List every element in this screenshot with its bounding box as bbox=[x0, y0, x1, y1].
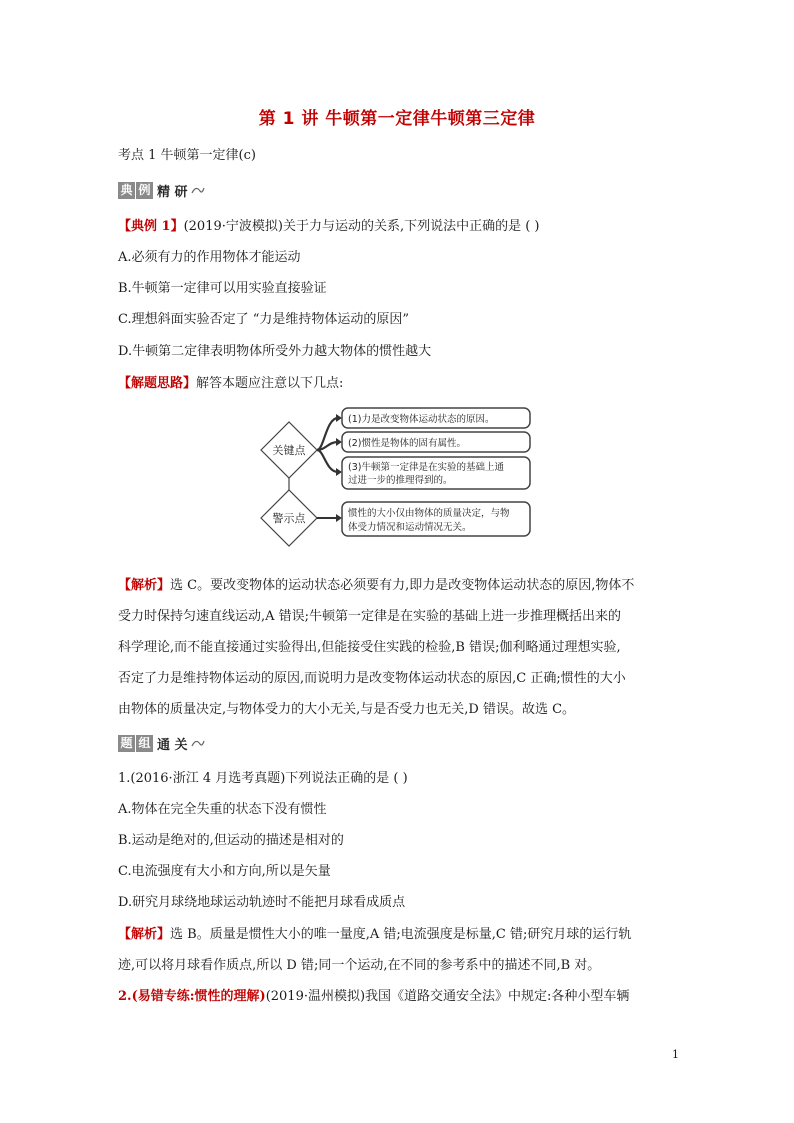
option-b: B.牛顿第一定律可以用实验直接验证 bbox=[118, 281, 327, 296]
q1-option-a: A.物体在完全失重的状态下没有惯性 bbox=[118, 802, 327, 817]
question-2-text: (2019·温州模拟)我国《道路交通安全法》中规定:各种小型车辆 bbox=[265, 989, 630, 1004]
analysis-1-line: 由物体的质量决定,与物体受力的大小无关,与是否受力也无关,D 错误。故选 C。 bbox=[118, 702, 576, 717]
analysis-2-line bbox=[118, 919, 678, 950]
option-a: A.必须有力的作用物体才能运动 bbox=[118, 250, 301, 265]
page-title: 第 1 讲 牛顿第一定律牛顿第三定律 bbox=[258, 109, 536, 129]
analysis-1-tag: 【解析】 bbox=[118, 578, 171, 593]
thinking-text: 解答本题应注意以下几点: bbox=[196, 376, 344, 391]
example-tag: 【典例 1】 bbox=[118, 219, 184, 234]
analysis-2-text: 选 B。质量是惯性大小的唯一量度,A 错;电流强度是标量,C 错;研究月球的运行轨 bbox=[170, 927, 632, 942]
swirl-icon bbox=[191, 738, 205, 748]
thinking-tag: 【解题思路】 bbox=[118, 376, 197, 391]
section-char-2: 组 bbox=[136, 735, 153, 752]
q1-option-b: B.运动是绝对的,但运动的描述是相对的 bbox=[118, 833, 344, 848]
analysis-1-line: 科学理论,而不能直接通过实验得出,但能接受住实践的检验,B 错误;伽利略通过理想实验, bbox=[118, 640, 621, 655]
analysis-1-line: 否定了力是维持物体运动的原因,而说明力是改变物体运动状态的原因,C 正确;惯性的大小 bbox=[118, 671, 626, 686]
key-point-1: (1)力是改变物体运动状态的原因。 bbox=[348, 414, 495, 425]
question-2-label: 2.(易错专练:惯性的理解) bbox=[118, 989, 266, 1004]
q1-option-d: D.研究月球绕地球运动轨迹时不能把月球看成质点 bbox=[118, 895, 406, 910]
section-char-1: 典 bbox=[118, 182, 135, 199]
section-title-rest: 通 关 bbox=[157, 737, 188, 753]
warning-line-1: 惯性的大小仅由物体的质量决定，与物 bbox=[348, 508, 510, 519]
question-1-stem: 1.(2016·浙江 4 月选考真题)下列说法正确的是 ( ) bbox=[118, 771, 408, 786]
option-d: D.牛顿第二定律表明物体所受外力越大物体的惯性越大 bbox=[118, 344, 432, 359]
section-title-rest: 精 研 bbox=[157, 184, 188, 200]
analysis-1 bbox=[118, 570, 678, 725]
analysis-2-line: 迹,可以将月球看作质点,所以 D 错;同一个运动,在不同的参考系中的描述不同,B 对。 bbox=[118, 958, 601, 973]
analysis-2 bbox=[118, 919, 678, 981]
warning-line-2: 体受力情况和运动情况无关。 bbox=[348, 522, 472, 533]
warning-label: 警示点 bbox=[272, 512, 306, 525]
key-points-diagram bbox=[256, 400, 538, 550]
analysis-2-tag: 【解析】 bbox=[118, 927, 171, 942]
analysis-1-text: 选 C。要改变物体的运动状态必须要有力,即力是改变物体运动状态的原因,物体不 bbox=[170, 578, 635, 593]
option-c: C.理想斜面实验否定了 “力是维持物体运动的原因” bbox=[118, 312, 410, 327]
example-stem-text: (2019·宁波模拟)关于力与运动的关系,下列说法中正确的是 ( ) bbox=[183, 219, 540, 234]
key-label: 关键点 bbox=[272, 444, 306, 457]
key-point-3b: 过进一步的推理得到的。 bbox=[348, 475, 453, 486]
solution-thinking bbox=[118, 376, 343, 392]
section-char-2: 例 bbox=[136, 182, 153, 199]
topic-heading: 考点 1 牛顿第一定律(c) bbox=[118, 148, 256, 163]
question-2-stem bbox=[118, 989, 629, 1005]
section-header-examples bbox=[118, 180, 205, 200]
swirl-icon bbox=[191, 185, 205, 195]
example-stem bbox=[118, 219, 539, 235]
key-point-2: (2)惯性是物体的固有属性。 bbox=[348, 438, 466, 449]
page-number: 1 bbox=[672, 1048, 679, 1061]
key-point-3a: (3)牛顿第一定律是在实验的基础上通 bbox=[348, 462, 504, 473]
section-char-1: 题 bbox=[118, 735, 135, 752]
section-header-practice bbox=[118, 733, 205, 753]
q1-option-c: C.电流强度有大小和方向,所以是矢量 bbox=[118, 864, 331, 879]
analysis-1-line bbox=[118, 570, 678, 601]
analysis-1-line: 受力时保持匀速直线运动,A 错误;牛顿第一定律是在实验的基础上进一步推理概括出来的 bbox=[118, 609, 622, 624]
